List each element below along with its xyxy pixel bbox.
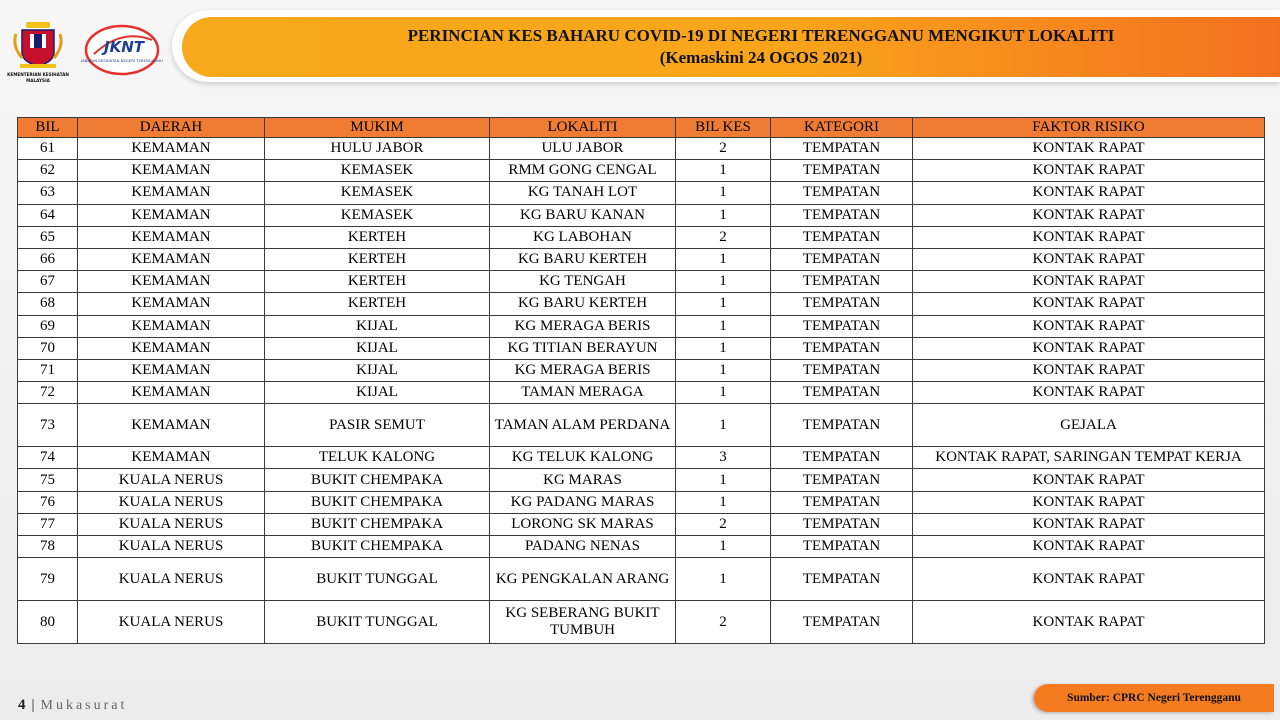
table-row (18, 138, 1265, 160)
svg-text:JABATAN KESIHATAN NEGERI TEREN: JABATAN KESIHATAN NEGERI TERENGGANU (81, 58, 163, 63)
cell-faktor-risiko: KONTAK RAPAT (913, 491, 1265, 513)
cell-bil-kes: 1 (676, 248, 771, 270)
cell-bil-kes: 2 (676, 138, 771, 160)
table-row (18, 359, 1265, 381)
cell-bil-kes: 1 (676, 536, 771, 558)
cell-bil: 74 (18, 447, 78, 469)
cell-bil-kes: 3 (676, 447, 771, 469)
svg-text:JKNT: JKNT (104, 38, 144, 56)
cell-mukim: KEMASEK (265, 160, 490, 182)
cell-daerah: KEMAMAN (78, 182, 265, 204)
cell-bil: 75 (18, 469, 78, 491)
cell-daerah: KEMAMAN (78, 204, 265, 226)
cell-mukim: KIJAL (265, 359, 490, 381)
table-row (18, 536, 1265, 558)
cell-lokaliti: TAMAN ALAM PERDANA (490, 404, 676, 447)
table-row (18, 271, 1265, 293)
cell-daerah: KEMAMAN (78, 248, 265, 270)
cell-lokaliti: KG BARU KERTEH (490, 248, 676, 270)
cell-bil-kes: 1 (676, 337, 771, 359)
cell-kategori: TEMPATAN (771, 204, 913, 226)
cell-kategori: TEMPATAN (771, 226, 913, 248)
table-row (18, 601, 1265, 644)
cell-faktor-risiko: KONTAK RAPAT (913, 469, 1265, 491)
cell-bil: 68 (18, 293, 78, 315)
cell-bil-kes: 1 (676, 182, 771, 204)
cell-bil: 70 (18, 337, 78, 359)
page-separator: | (31, 697, 35, 713)
table-row (18, 226, 1265, 248)
cell-bil: 78 (18, 536, 78, 558)
cell-daerah: KUALA NERUS (78, 601, 265, 644)
cell-bil: 69 (18, 315, 78, 337)
cell-kategori: TEMPATAN (771, 248, 913, 270)
table-body (18, 138, 1265, 644)
svg-text:KEMENTERIAN KESIHATAN: KEMENTERIAN KESIHATAN (7, 72, 69, 77)
cell-kategori: TEMPATAN (771, 315, 913, 337)
cell-faktor-risiko: KONTAK RAPAT (913, 182, 1265, 204)
cell-daerah: KEMAMAN (78, 447, 265, 469)
cell-lokaliti: KG BARU KANAN (490, 204, 676, 226)
cell-bil: 72 (18, 382, 78, 404)
cell-kategori: TEMPATAN (771, 491, 913, 513)
cell-lokaliti: KG TENGAH (490, 271, 676, 293)
cell-bil-kes: 2 (676, 601, 771, 644)
cell-daerah: KUALA NERUS (78, 491, 265, 513)
cell-bil: 64 (18, 204, 78, 226)
cell-faktor-risiko: KONTAK RAPAT (913, 382, 1265, 404)
cell-mukim: KERTEH (265, 248, 490, 270)
cell-faktor-risiko: KONTAK RAPAT (913, 293, 1265, 315)
cell-daerah: KEMAMAN (78, 382, 265, 404)
cell-mukim: TELUK KALONG (265, 447, 490, 469)
cell-mukim: KIJAL (265, 382, 490, 404)
page-number: 4 (18, 697, 26, 713)
cell-kategori: TEMPATAN (771, 182, 913, 204)
column-header: BIL KES (676, 118, 771, 138)
slide-header (0, 0, 1280, 100)
cell-bil-kes: 1 (676, 469, 771, 491)
page-footer (18, 697, 127, 714)
table-row (18, 182, 1265, 204)
cell-bil-kes: 2 (676, 513, 771, 535)
cell-kategori: TEMPATAN (771, 513, 913, 535)
cell-bil: 79 (18, 558, 78, 601)
case-table (17, 117, 1265, 644)
cell-mukim: BUKIT CHEMPAKA (265, 536, 490, 558)
cell-faktor-risiko: KONTAK RAPAT, SARINGAN TEMPAT KERJA (913, 447, 1265, 469)
cell-daerah: KEMAMAN (78, 359, 265, 381)
cell-daerah: KUALA NERUS (78, 469, 265, 491)
cell-bil: 61 (18, 138, 78, 160)
cell-daerah: KEMAMAN (78, 271, 265, 293)
cell-bil-kes: 1 (676, 382, 771, 404)
page-word: Mukasurat (40, 698, 128, 713)
cell-daerah: KUALA NERUS (78, 558, 265, 601)
page-subtitle-date: (Kemaskini 24 OGOS 2021) (659, 48, 863, 67)
cell-lokaliti: PADANG NENAS (490, 536, 676, 558)
cell-kategori: TEMPATAN (771, 536, 913, 558)
cell-faktor-risiko: KONTAK RAPAT (913, 248, 1265, 270)
cell-kategori: TEMPATAN (771, 601, 913, 644)
cell-mukim: KIJAL (265, 337, 490, 359)
cell-daerah: KEMAMAN (78, 337, 265, 359)
table-header-row (18, 118, 1265, 138)
column-header: FAKTOR RISIKO (913, 118, 1265, 138)
svg-text:MALAYSIA: MALAYSIA (26, 78, 50, 83)
cell-bil-kes: 2 (676, 226, 771, 248)
cell-mukim: BUKIT CHEMPAKA (265, 513, 490, 535)
cell-mukim: BUKIT CHEMPAKA (265, 491, 490, 513)
cell-faktor-risiko: KONTAK RAPAT (913, 271, 1265, 293)
cell-mukim: KERTEH (265, 226, 490, 248)
cell-kategori: TEMPATAN (771, 558, 913, 601)
table-row (18, 315, 1265, 337)
cell-daerah: KEMAMAN (78, 160, 265, 182)
cell-mukim: KERTEH (265, 271, 490, 293)
cell-mukim: KEMASEK (265, 182, 490, 204)
cell-mukim: BUKIT TUNGGAL (265, 601, 490, 644)
cell-daerah: KEMAMAN (78, 315, 265, 337)
cell-faktor-risiko: KONTAK RAPAT (913, 601, 1265, 644)
column-header: MUKIM (265, 118, 490, 138)
cell-lokaliti: KG MERAGA BERIS (490, 359, 676, 381)
cell-bil-kes: 1 (676, 491, 771, 513)
cell-bil: 80 (18, 601, 78, 644)
cell-faktor-risiko: KONTAK RAPAT (913, 204, 1265, 226)
table-row (18, 513, 1265, 535)
jknt-logo (81, 24, 163, 76)
cell-lokaliti: KG PENGKALAN ARANG (490, 558, 676, 601)
cell-lokaliti: KG MARAS (490, 469, 676, 491)
table-row (18, 469, 1265, 491)
cell-lokaliti: LORONG SK MARAS (490, 513, 676, 535)
table-row (18, 204, 1265, 226)
column-header: BIL (18, 118, 78, 138)
cell-lokaliti: KG TELUK KALONG (490, 447, 676, 469)
cell-faktor-risiko: KONTAK RAPAT (913, 138, 1265, 160)
cell-mukim: KERTEH (265, 293, 490, 315)
cell-mukim: KEMASEK (265, 204, 490, 226)
cell-bil-kes: 1 (676, 404, 771, 447)
cell-lokaliti: KG SEBERANG BUKIT TUMBUH (490, 601, 676, 644)
cell-bil-kes: 1 (676, 558, 771, 601)
cell-mukim: BUKIT CHEMPAKA (265, 469, 490, 491)
table-row (18, 160, 1265, 182)
column-header: DAERAH (78, 118, 265, 138)
cell-lokaliti: RMM GONG CENGAL (490, 160, 676, 182)
cell-bil-kes: 1 (676, 204, 771, 226)
page-title: PERINCIAN KES BAHARU COVID-19 DI NEGERI TERENGGANU MENGIKUT LOKALITI (407, 26, 1115, 45)
table-row (18, 337, 1265, 359)
cell-kategori: TEMPATAN (771, 293, 913, 315)
cell-faktor-risiko: KONTAK RAPAT (913, 337, 1265, 359)
table-row (18, 447, 1265, 469)
cell-daerah: KEMAMAN (78, 293, 265, 315)
cell-faktor-risiko: KONTAK RAPAT (913, 558, 1265, 601)
cell-bil-kes: 1 (676, 359, 771, 381)
cell-lokaliti: ULU JABOR (490, 138, 676, 160)
cell-lokaliti: KG TITIAN BERAYUN (490, 337, 676, 359)
cell-faktor-risiko: KONTAK RAPAT (913, 226, 1265, 248)
cell-bil-kes: 1 (676, 160, 771, 182)
cell-faktor-risiko: KONTAK RAPAT (913, 513, 1265, 535)
cell-mukim: KIJAL (265, 315, 490, 337)
cell-bil: 77 (18, 513, 78, 535)
cell-faktor-risiko: KONTAK RAPAT (913, 315, 1265, 337)
cell-faktor-risiko: KONTAK RAPAT (913, 359, 1265, 381)
cell-kategori: TEMPATAN (771, 382, 913, 404)
table-row (18, 382, 1265, 404)
coat-of-arms-icon (7, 20, 69, 88)
jknt-emblem-icon (81, 24, 163, 76)
cell-mukim: BUKIT TUNGGAL (265, 558, 490, 601)
cell-faktor-risiko: KONTAK RAPAT (913, 536, 1265, 558)
cell-bil-kes: 1 (676, 315, 771, 337)
column-header: LOKALITI (490, 118, 676, 138)
cell-kategori: TEMPATAN (771, 160, 913, 182)
cell-bil: 62 (18, 160, 78, 182)
source-text: Sumber: CPRC Negeri Terengganu (1067, 692, 1241, 704)
table-row (18, 248, 1265, 270)
cell-kategori: TEMPATAN (771, 271, 913, 293)
cell-lokaliti: KG LABOHAN (490, 226, 676, 248)
cell-bil-kes: 1 (676, 293, 771, 315)
cell-faktor-risiko: KONTAK RAPAT (913, 160, 1265, 182)
kkm-logo (7, 20, 69, 88)
cell-mukim: HULU JABOR (265, 138, 490, 160)
title-banner (182, 17, 1280, 77)
cell-bil: 67 (18, 271, 78, 293)
cell-bil: 76 (18, 491, 78, 513)
cell-bil: 71 (18, 359, 78, 381)
cell-daerah: KUALA NERUS (78, 513, 265, 535)
column-header: KATEGORI (771, 118, 913, 138)
cell-daerah: KEMAMAN (78, 226, 265, 248)
cell-bil: 63 (18, 182, 78, 204)
cell-kategori: TEMPATAN (771, 469, 913, 491)
cell-kategori: TEMPATAN (771, 337, 913, 359)
cell-bil: 65 (18, 226, 78, 248)
table-row (18, 558, 1265, 601)
cell-bil: 66 (18, 248, 78, 270)
cell-lokaliti: KG MERAGA BERIS (490, 315, 676, 337)
cell-kategori: TEMPATAN (771, 359, 913, 381)
cell-daerah: KEMAMAN (78, 138, 265, 160)
cell-lokaliti: KG BARU KERTEH (490, 293, 676, 315)
cell-kategori: TEMPATAN (771, 404, 913, 447)
table-row (18, 293, 1265, 315)
cell-faktor-risiko: GEJALA (913, 404, 1265, 447)
source-badge (1034, 684, 1274, 712)
cell-lokaliti: KG PADANG MARAS (490, 491, 676, 513)
cell-bil-kes: 1 (676, 271, 771, 293)
table-row (18, 491, 1265, 513)
cell-daerah: KEMAMAN (78, 404, 265, 447)
cell-mukim: PASIR SEMUT (265, 404, 490, 447)
cell-bil: 73 (18, 404, 78, 447)
cell-kategori: TEMPATAN (771, 447, 913, 469)
cell-lokaliti: KG TANAH LOT (490, 182, 676, 204)
table-row (18, 404, 1265, 447)
cell-daerah: KUALA NERUS (78, 536, 265, 558)
cell-kategori: TEMPATAN (771, 138, 913, 160)
cell-lokaliti: TAMAN MERAGA (490, 382, 676, 404)
